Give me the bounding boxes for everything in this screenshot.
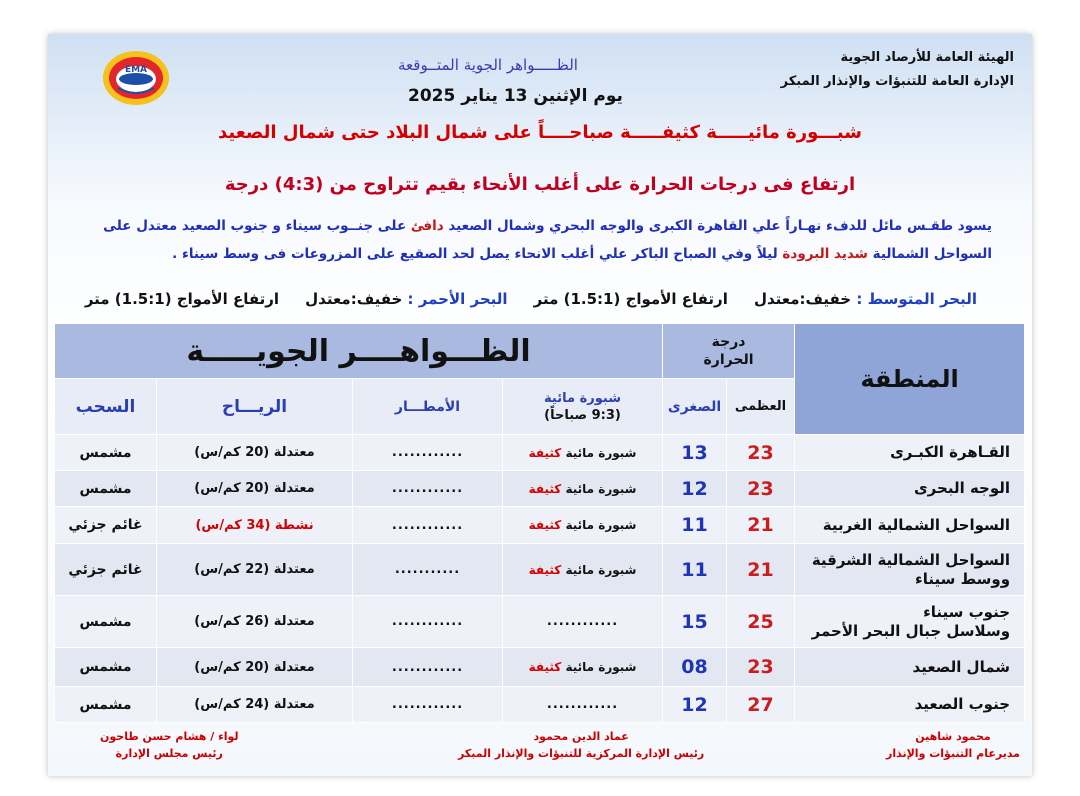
paragraph-part3: ليلاً وفي الصباح الباكر علي أغلب الانحاء يصل لحد الصقيع على المزروعات فى وسط سيناء . xyxy=(172,246,783,262)
red-sea-state: خفيف:معتدل xyxy=(305,290,408,308)
fog-text: شبورة مائية xyxy=(561,562,637,577)
org-department: الإدارة العامة للتنبؤات والإنذار المبكر xyxy=(780,74,1014,89)
cloud-cell: غائم جزئي xyxy=(55,507,157,544)
fog-intensity: كثيفة xyxy=(528,445,562,460)
temp-header xyxy=(663,324,795,379)
temp-header-line2: الحرارة xyxy=(703,352,754,368)
rain-cell: ............ xyxy=(353,687,503,723)
forecast-date: يوم الإثنين 13 يناير 2025 xyxy=(408,86,623,106)
ema-logo xyxy=(100,48,172,108)
fog-header xyxy=(503,379,663,435)
weather-paragraph xyxy=(72,212,992,268)
rain-cell: ............ xyxy=(353,596,503,648)
signature-chairman xyxy=(100,728,239,762)
max-temp: 25 xyxy=(727,596,795,648)
table-row xyxy=(55,544,1025,596)
max-temp: 21 xyxy=(727,507,795,544)
max-temp: 23 xyxy=(727,471,795,507)
region-name xyxy=(795,596,1025,648)
rain-cell: ............ xyxy=(353,435,503,471)
fog-header-line2: (9:3 صباحاً) xyxy=(544,407,621,423)
region-line2: ووسط سيناء xyxy=(915,569,1011,588)
cloud-header: السحب xyxy=(55,379,157,435)
signature-central-director xyxy=(458,728,704,762)
rain-cell: ............ xyxy=(353,648,503,687)
red-sea-label: البحر الأحمر : xyxy=(407,290,508,308)
wind-cell: معتدلة (26 كم/س) xyxy=(157,596,353,648)
fog-header-line1: شبورة مائية xyxy=(544,390,621,406)
sig-center-name: عماد الدين محمود xyxy=(533,730,629,743)
cloud-cell: مشمس xyxy=(55,596,157,648)
wind-cell: معتدلة (20 كم/س) xyxy=(157,648,353,687)
sig-left-name: لواء / هشام حسن طاحون xyxy=(100,730,239,743)
fog-cell xyxy=(503,471,663,507)
table-row xyxy=(55,471,1025,507)
paragraph-part1: يسود طقـس مائل للدفء نهـاراً علي القاهرة الكبرى والوجه البحري وشمال الصعيد xyxy=(443,218,992,234)
med-sea-waves: ارتفاع الأمواج (1.5:1) متر xyxy=(533,290,728,308)
fog-cell: ............ xyxy=(503,687,663,723)
region-line2: وسلاسل جبال البحر الأحمر xyxy=(811,621,1011,640)
logo-text: EMA xyxy=(124,65,148,75)
cloud-cell: مشمس xyxy=(55,687,157,723)
fog-cell xyxy=(503,507,663,544)
max-temp-header: العظمى xyxy=(727,379,795,435)
rain-header: الأمطـــار xyxy=(353,379,503,435)
region-name xyxy=(795,544,1025,596)
fog-cell xyxy=(503,648,663,687)
rain-cell: ............ xyxy=(353,507,503,544)
region-name: القـاهرة الكبـرى xyxy=(795,435,1025,471)
table-row xyxy=(55,596,1025,648)
region-line1: جنوب سيناء xyxy=(923,602,1011,621)
region-name: السواحل الشمالية الغربية xyxy=(795,507,1025,544)
region-name: جنوب الصعيد xyxy=(795,687,1025,723)
region-name: الوجه البحرى xyxy=(795,471,1025,507)
signature-forecast-director xyxy=(886,728,1020,762)
fog-text: شبورة مائية xyxy=(561,481,637,496)
wind-cell: معتدلة (20 كم/س) xyxy=(157,471,353,507)
fog-cell xyxy=(503,544,663,596)
table-row xyxy=(55,507,1025,544)
fog-intensity: كثيفة xyxy=(528,518,562,532)
wind-cell: معتدلة (22 كم/س) xyxy=(157,544,353,596)
rain-cell: ........... xyxy=(353,544,503,596)
forecast-table xyxy=(54,323,1025,723)
max-temp: 23 xyxy=(727,435,795,471)
max-temp: 23 xyxy=(727,648,795,687)
max-temp: 21 xyxy=(727,544,795,596)
cloud-cell: غائم جزئي xyxy=(55,544,157,596)
paragraph-warm: دافئ xyxy=(410,218,444,234)
fog-text: شبورة مائية xyxy=(561,518,637,532)
temp-headline: ارتفاع فى درجات الحرارة على أغلب الأنحاء بقيم تتراوح من (4:3) درجة xyxy=(224,174,856,195)
sig-right-title: مديرعام التنبؤات والإنذار xyxy=(886,747,1020,760)
min-temp: 13 xyxy=(663,435,727,471)
table-row xyxy=(55,648,1025,687)
sig-right-name: محمود شاهين xyxy=(915,730,991,743)
min-temp: 12 xyxy=(663,471,727,507)
sig-center-title: رئيس الإدارة المركزية للتنبؤات والإنذار المبكر xyxy=(458,747,705,760)
fog-text: شبورة مائية xyxy=(561,445,637,460)
fog-text: شبورة مائية xyxy=(561,660,637,674)
page-subtitle: الظـــــواهر الجوية المتــوقعة xyxy=(398,56,578,74)
fog-intensity: كثيفة xyxy=(528,660,562,674)
wind-header: الريـــاح xyxy=(157,379,353,435)
fog-cell: ............ xyxy=(503,596,663,648)
phenomena-header: الظـــواهــــر الجويـــــة xyxy=(55,324,663,379)
max-temp: 27 xyxy=(727,687,795,723)
paragraph-part2: على جنــوب سيناء و جنوب الصعيد معتدل على السواحل الشمالية xyxy=(103,218,992,262)
paragraph-cold: شديد البرودة xyxy=(782,246,868,262)
min-temp: 12 xyxy=(663,687,727,723)
org-name: الهيئة العامة للأرصاد الجوية xyxy=(840,50,1014,65)
rain-cell: ............ xyxy=(353,471,503,507)
red-sea-waves: ارتفاع الأمواج (1.5:1) متر xyxy=(84,290,280,308)
med-sea-label: البحر المتوسط : xyxy=(856,290,977,308)
temp-header-line1: درجة xyxy=(711,334,746,350)
fog-headline: شبـــورة مائيـــــة كثيفـــــة صباحــــاً على شمال البلاد حتى شمال الصعيد xyxy=(218,122,862,143)
cloud-cell: مشمس xyxy=(55,435,157,471)
min-temp-header: الصغرى xyxy=(663,379,727,435)
sig-left-title: رئيس مجلس الإدارة xyxy=(115,747,223,760)
fog-intensity: كثيفة xyxy=(528,481,562,496)
sea-state xyxy=(85,290,977,308)
min-temp: 15 xyxy=(663,596,727,648)
wind-cell: نشطة (34 كم/س) xyxy=(157,507,353,544)
min-temp: 08 xyxy=(663,648,727,687)
region-name: شمال الصعيد xyxy=(795,648,1025,687)
forecast-sheet xyxy=(48,34,1032,776)
min-temp: 11 xyxy=(663,507,727,544)
region-header: المنطقة xyxy=(795,324,1025,435)
cloud-cell: مشمس xyxy=(55,648,157,687)
table-row xyxy=(55,687,1025,723)
fog-intensity: كثيفة xyxy=(528,562,562,577)
fog-cell xyxy=(503,435,663,471)
med-sea-state: خفيف:معتدل xyxy=(753,290,857,308)
table-row xyxy=(55,435,1025,471)
wind-cell: معتدلة (20 كم/س) xyxy=(157,435,353,471)
wind-cell: معتدلة (24 كم/س) xyxy=(157,687,353,723)
region-line1: السواحل الشمالية الشرقية xyxy=(811,550,1011,569)
cloud-cell: مشمس xyxy=(55,471,157,507)
min-temp: 11 xyxy=(663,544,727,596)
